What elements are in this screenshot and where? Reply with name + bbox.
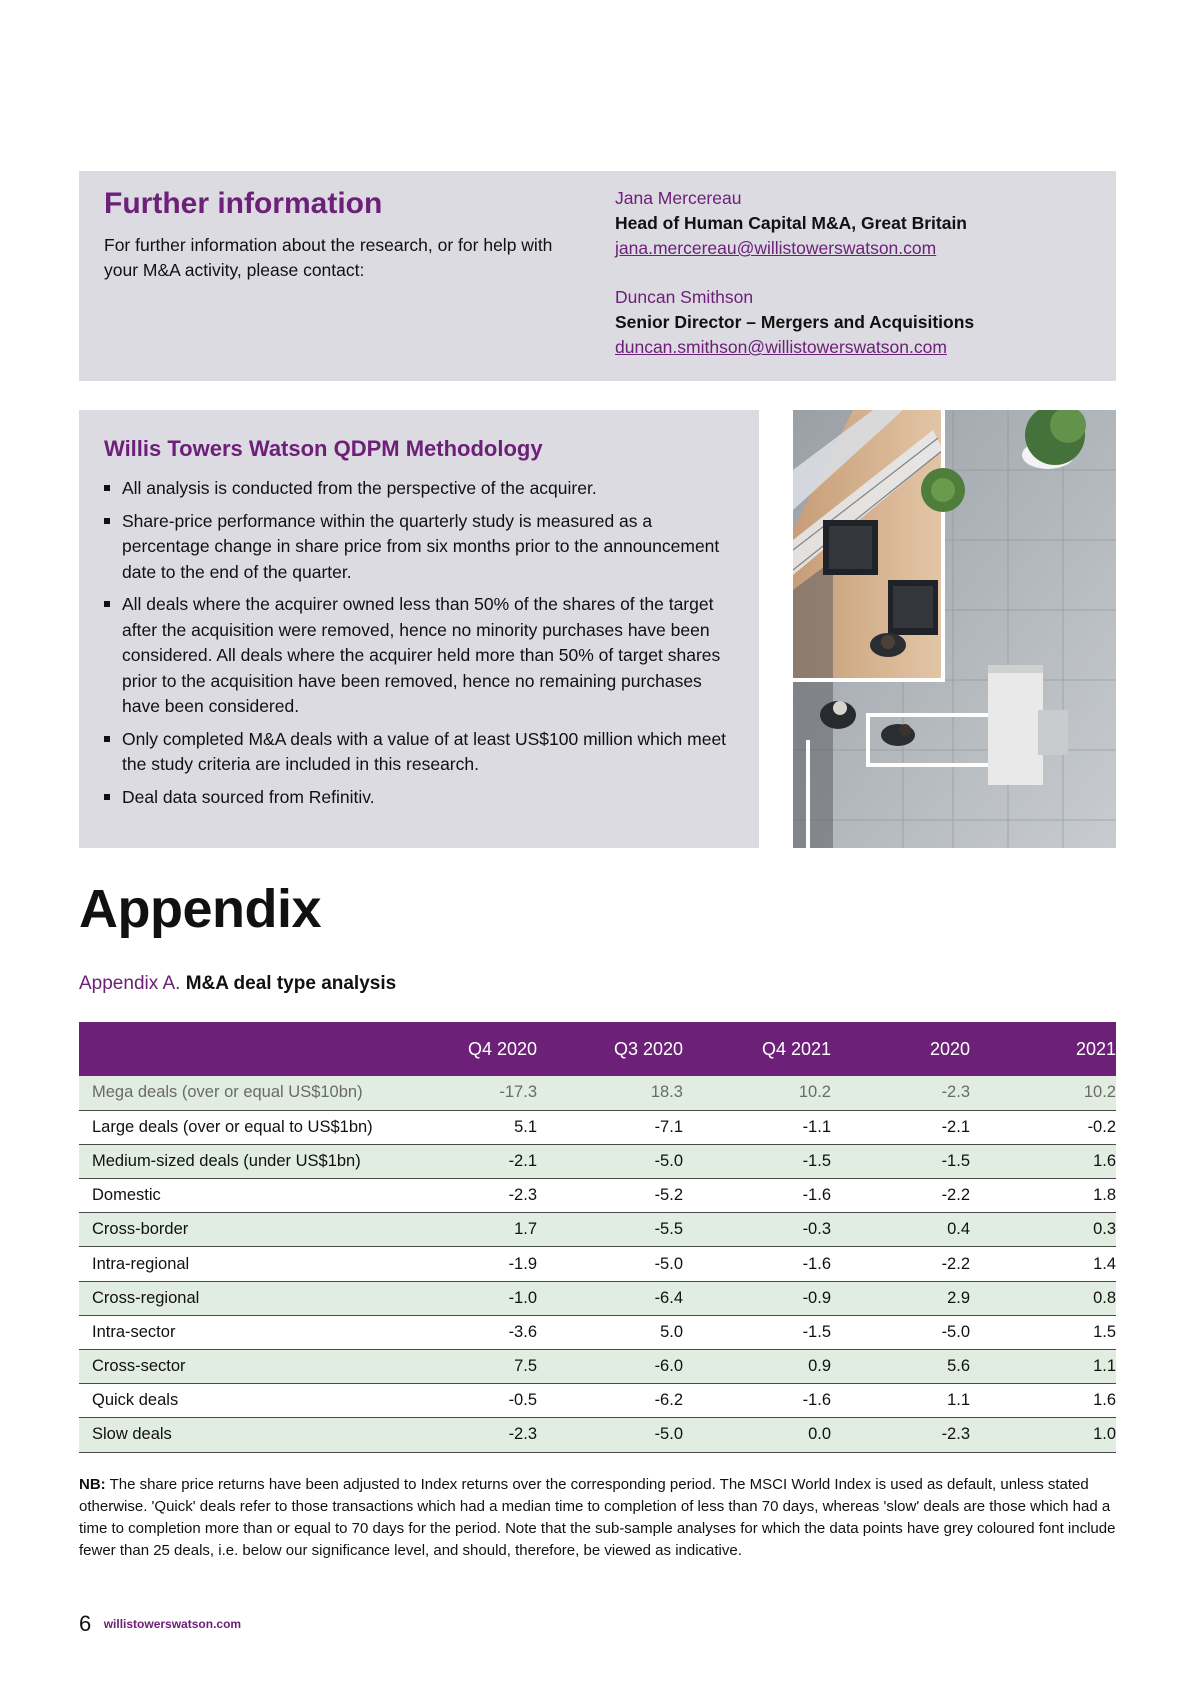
contact-card <box>615 186 967 261</box>
table-cell: -6.0 <box>537 1350 683 1384</box>
bullet-icon <box>104 518 110 524</box>
table-row <box>79 1076 1116 1110</box>
table-cell: 0.0 <box>683 1418 831 1452</box>
further-information-text: For further information about the research, or for help with your M&A activity, please contact: <box>104 235 553 280</box>
table-header-label-cell <box>79 1022 439 1076</box>
contact-email-link[interactable]: duncan.smithson@willistowerswatson.com <box>615 337 947 357</box>
table-header-cell: Q3 2020 <box>537 1022 683 1076</box>
table-cell: -2.3 <box>439 1418 537 1452</box>
table-cell: -2.1 <box>831 1110 970 1144</box>
table-cell: -6.2 <box>537 1384 683 1418</box>
table-cell: -17.3 <box>439 1076 537 1110</box>
table-row <box>79 1179 1116 1213</box>
table-cell: -2.2 <box>831 1179 970 1213</box>
table-row <box>79 1350 1116 1384</box>
methodology-item: All analysis is conducted from the perspective of the acquirer. <box>104 476 734 502</box>
methodology-title: Willis Towers Watson QDPM Methodology <box>104 436 543 461</box>
methodology-item: Only completed M&A deals with a value of at least US$100 million which meet the study criteria are included in this research. <box>104 727 734 778</box>
bullet-icon <box>104 794 110 800</box>
table-cell: -1.6 <box>683 1384 831 1418</box>
row-label: Quick deals <box>79 1384 439 1418</box>
footer-website-link[interactable]: willistowerswatson.com <box>103 1617 242 1631</box>
table-cell: 1.8 <box>970 1179 1116 1213</box>
table-header-row <box>79 1022 1116 1076</box>
table-cell: -3.6 <box>439 1315 537 1349</box>
table-cell: -0.3 <box>683 1213 831 1247</box>
methodology-item: All deals where the acquirer owned less than 50% of the shares of the target after the acquisition were removed, hence no minority purchases have been considered. All deals where the acquirer held more than 50% of target shares prior to the acquisition have been removed, hence no remaining purchases have been considered. <box>104 592 734 720</box>
table-header-cell: Q4 2021 <box>683 1022 831 1076</box>
table-cell: -0.2 <box>970 1110 1116 1144</box>
note-label: NB: <box>79 1476 106 1493</box>
row-label: Slow deals <box>79 1418 439 1452</box>
table-cell: -1.0 <box>439 1281 537 1315</box>
table-cell: -2.3 <box>831 1418 970 1452</box>
row-label: Large deals (over or equal to US$1bn) <box>79 1110 439 1144</box>
table-header-cell: Q4 2020 <box>439 1022 537 1076</box>
table-cell: 1.5 <box>970 1315 1116 1349</box>
appendix-subtitle-prefix: Appendix A. <box>79 973 181 994</box>
row-label: Intra-sector <box>79 1315 439 1349</box>
table-cell: 0.3 <box>970 1213 1116 1247</box>
appendix-note <box>79 1474 1119 1562</box>
table-cell: -1.5 <box>683 1315 831 1349</box>
table-cell: 10.2 <box>970 1076 1116 1110</box>
table-cell: 2.9 <box>831 1281 970 1315</box>
page-footer <box>79 1611 241 1637</box>
table-cell: -2.3 <box>831 1076 970 1110</box>
contact-name: Duncan Smithson <box>615 287 754 307</box>
table-cell: -1.6 <box>683 1179 831 1213</box>
table-cell: 1.0 <box>970 1418 1116 1452</box>
table-cell: 1.6 <box>970 1384 1116 1418</box>
table-cell: -5.0 <box>537 1144 683 1178</box>
bullet-icon <box>104 736 110 742</box>
bullet-icon <box>104 485 110 491</box>
table-cell: -0.5 <box>439 1384 537 1418</box>
methodology-list <box>104 476 734 817</box>
table-cell: -7.1 <box>537 1110 683 1144</box>
row-label: Cross-regional <box>79 1281 439 1315</box>
table-cell: 1.1 <box>970 1350 1116 1384</box>
row-label: Cross-sector <box>79 1350 439 1384</box>
table-row <box>79 1281 1116 1315</box>
table-cell: 10.2 <box>683 1076 831 1110</box>
row-label: Domestic <box>79 1179 439 1213</box>
table-cell: -5.5 <box>537 1213 683 1247</box>
appendix-subtitle-main: M&A deal type analysis <box>185 973 397 994</box>
bullet-icon <box>104 601 110 607</box>
row-label: Mega deals (over or equal US$10bn) <box>79 1076 439 1110</box>
table-cell: 0.4 <box>831 1213 970 1247</box>
appendix-title: Appendix <box>79 879 322 939</box>
deal-type-table <box>79 1022 1116 1453</box>
table-cell: 7.5 <box>439 1350 537 1384</box>
table-cell: -1.5 <box>831 1144 970 1178</box>
table-cell: -5.0 <box>537 1247 683 1281</box>
table-cell: 0.9 <box>683 1350 831 1384</box>
office-photo <box>793 410 1116 848</box>
contact-role: Senior Director – Mergers and Acquisitions <box>615 312 975 332</box>
further-information-box <box>79 171 1116 381</box>
contact-email-link[interactable]: jana.mercereau@willistowerswatson.com <box>615 238 937 258</box>
table-cell: 0.8 <box>970 1281 1116 1315</box>
table-cell: 1.6 <box>970 1144 1116 1178</box>
table-header-cell: 2021 <box>970 1022 1116 1076</box>
table-cell: -2.3 <box>439 1179 537 1213</box>
table-cell: -5.0 <box>537 1418 683 1452</box>
table-cell: 1.4 <box>970 1247 1116 1281</box>
methodology-item: Share-price performance within the quarterly study is measured as a percentage change in share price from six months prior to the announcement date to the end of the quarter. <box>104 509 734 586</box>
table-cell: 1.7 <box>439 1213 537 1247</box>
table-cell: -5.2 <box>537 1179 683 1213</box>
table-cell: -1.6 <box>683 1247 831 1281</box>
table-cell: -6.4 <box>537 1281 683 1315</box>
row-label: Medium-sized deals (under US$1bn) <box>79 1144 439 1178</box>
table-row <box>79 1110 1116 1144</box>
table-cell: -1.5 <box>683 1144 831 1178</box>
contact-card <box>615 285 974 360</box>
table-cell: 5.0 <box>537 1315 683 1349</box>
page-number: 6 <box>79 1611 92 1636</box>
table-cell: 5.6 <box>831 1350 970 1384</box>
row-label: Cross-border <box>79 1213 439 1247</box>
table-cell: -1.9 <box>439 1247 537 1281</box>
table-body <box>79 1076 1116 1452</box>
table-cell: -2.1 <box>439 1144 537 1178</box>
methodology-item: Deal data sourced from Refinitiv. <box>104 785 734 811</box>
row-label: Intra-regional <box>79 1247 439 1281</box>
table-cell: -5.0 <box>831 1315 970 1349</box>
table-cell: -2.2 <box>831 1247 970 1281</box>
table-row <box>79 1144 1116 1178</box>
note-text: The share price returns have been adjusted to Index returns over the corresponding period. The MSCI World Index is used as default, unless stated otherwise. 'Quick' deals refer to those transactions which had a median time to completion of less than 70 days, whereas 'slow' deals are those which had a time to completion more than or equal to 70 days for the period. Note that the sub-sample analyses for which the data points have grey coloured font include fewer than 25 deals, i.e. below our significance level, and should, therefore, be viewed as indicative. <box>79 1476 1116 1559</box>
table-cell: -0.9 <box>683 1281 831 1315</box>
table-cell: 1.1 <box>831 1384 970 1418</box>
contact-name: Jana Mercereau <box>615 188 742 208</box>
table-header-cell: 2020 <box>831 1022 970 1076</box>
contact-role: Head of Human Capital M&A, Great Britain <box>615 213 967 233</box>
office-photo-illustration <box>793 410 1116 848</box>
table-row <box>79 1384 1116 1418</box>
further-information-title: Further information <box>104 187 383 220</box>
table-cell: -1.1 <box>683 1110 831 1144</box>
table-row <box>79 1247 1116 1281</box>
table-cell: 18.3 <box>537 1076 683 1110</box>
appendix-subtitle <box>79 973 396 995</box>
methodology-box <box>79 410 759 848</box>
table-row <box>79 1418 1116 1452</box>
table-row <box>79 1315 1116 1349</box>
table-cell: 5.1 <box>439 1110 537 1144</box>
table-row <box>79 1213 1116 1247</box>
